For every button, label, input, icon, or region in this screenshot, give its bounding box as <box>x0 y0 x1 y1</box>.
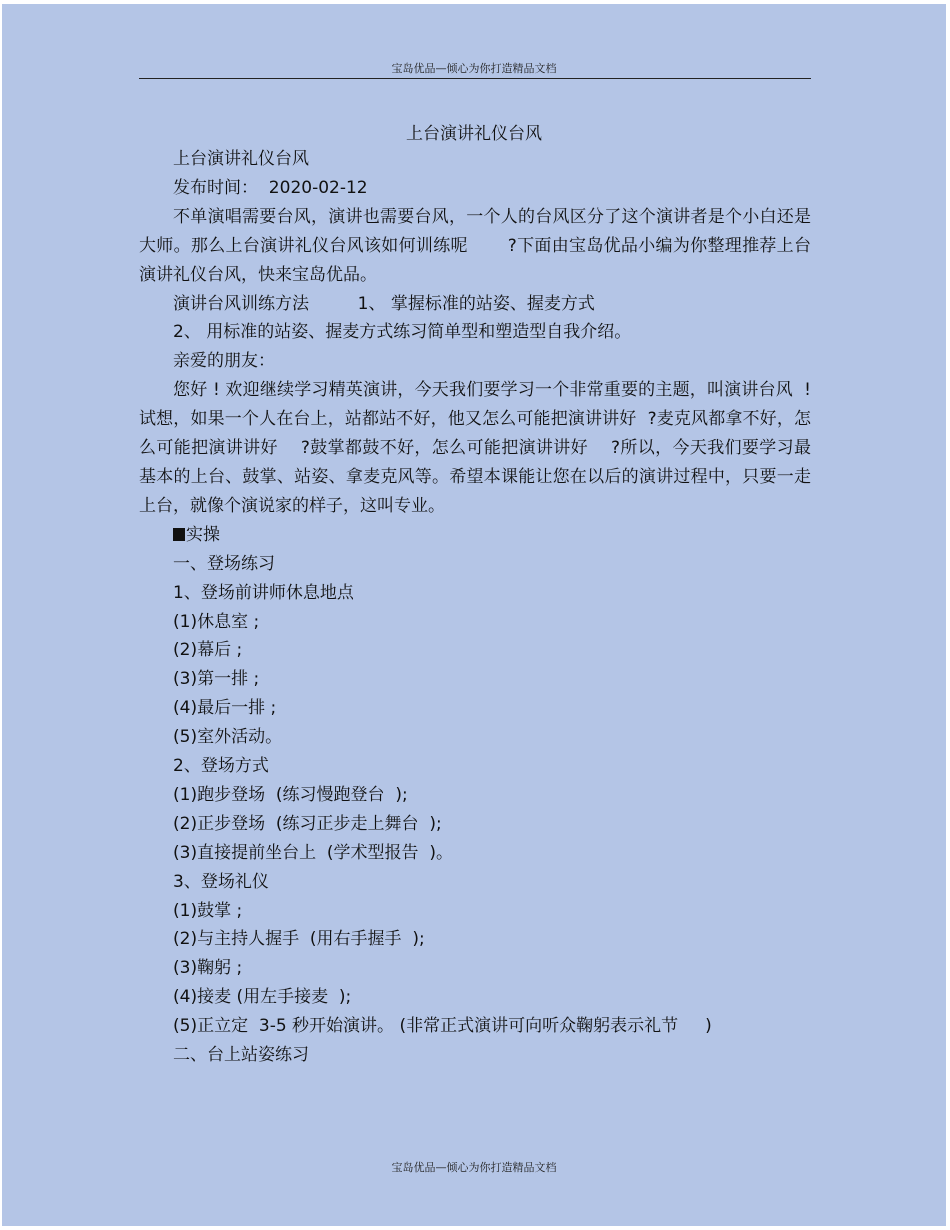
list-item: (3)第一排 ; <box>173 669 260 690</box>
method-line: 演讲台风训练方法 1、 掌握标准的站姿、握麦方式 <box>173 293 595 314</box>
square-bullet-icon <box>173 528 185 541</box>
list-item: (5)室外活动。 <box>173 727 283 748</box>
welcome-paragraph: 您好 ! 欢迎继续学习精英演讲，今天我们要学习一个非常重要的主题，叫演讲台风 ! 试想，如果一个人在台上，站都站不好，他又怎么可能把演讲讲好 ?麦克风都拿不好，怎么可能把演讲讲好 ?鼓掌都鼓不好，怎么可能把演讲讲好 ?所以，今天我们要学习最基本的上台、鼓掌、站姿、拿麦克风等。希望本课能让您在以后的演讲过程中，只要一走上台，就像个演说家的样子，这叫专业。 <box>139 380 817 516</box>
subsection-heading-2: 2、登场方式 <box>173 756 269 777</box>
greeting: 亲爱的朋友： <box>173 351 275 372</box>
list-item: (4)最后一排 ; <box>173 698 277 719</box>
page-footer: 宝岛优品—倾心为你打造精品文档 <box>391 1161 557 1174</box>
list-item: (2)正步登场 (练习正步走上舞台 ); <box>173 813 442 834</box>
list-item: (4)接麦 (用左手接麦 ); <box>173 987 352 1008</box>
list-item: (2)幕后 ; <box>173 640 243 661</box>
list-item: (3)鞠躬 ; <box>173 958 243 979</box>
list-item: (1)跑步登场 (练习慢跑登台 ); <box>173 784 408 805</box>
document-title: 上台演讲礼仪台风 <box>406 124 542 144</box>
subsection-heading-3: 3、登场礼仪 <box>173 871 269 892</box>
section-heading-1: 一、登场练习 <box>173 553 275 574</box>
header-divider <box>139 78 811 79</box>
list-item: (2)与主持人握手 (用右手握手 ); <box>173 929 425 950</box>
document-page <box>2 4 946 1226</box>
subsection-heading-1: 1、登场前讲师休息地点 <box>173 582 354 603</box>
list-item: (3)直接提前坐台上 (学术型报告 )。 <box>173 842 453 863</box>
list-item: (1)休息室 ; <box>173 611 260 632</box>
page-header: 宝岛优品—倾心为你打造精品文档 <box>391 62 557 75</box>
section-heading-2: 二、台上站姿练习 <box>173 1045 309 1066</box>
method-step-2: 2、 用标准的站姿、握麦方式练习简单型和塑造型自我介绍。 <box>173 322 632 343</box>
list-item: (1)鼓掌 ; <box>173 900 243 921</box>
document-body <box>139 145 817 1070</box>
document-subtitle: 上台演讲礼仪台风 <box>173 149 309 169</box>
practice-heading-text: 实操 <box>186 524 220 545</box>
list-item: (5)正立定 3-5 秒开始演讲。 (非常正式演讲可向听众鞠躬表示礼节 ) <box>173 1016 712 1037</box>
intro-paragraph: 不单演唱需要台风，演讲也需要台风，一个人的台风区分了这个演讲者是个小白还是大师。那么上台演讲礼仪台风该如何训练呢 ?下面由宝岛优品小编为你整理推荐上台演讲礼仪台风，快来宝岛优品。 <box>139 206 811 285</box>
practice-heading <box>139 521 811 550</box>
publish-date: 发布时间： 2020-02-12 <box>173 177 368 198</box>
